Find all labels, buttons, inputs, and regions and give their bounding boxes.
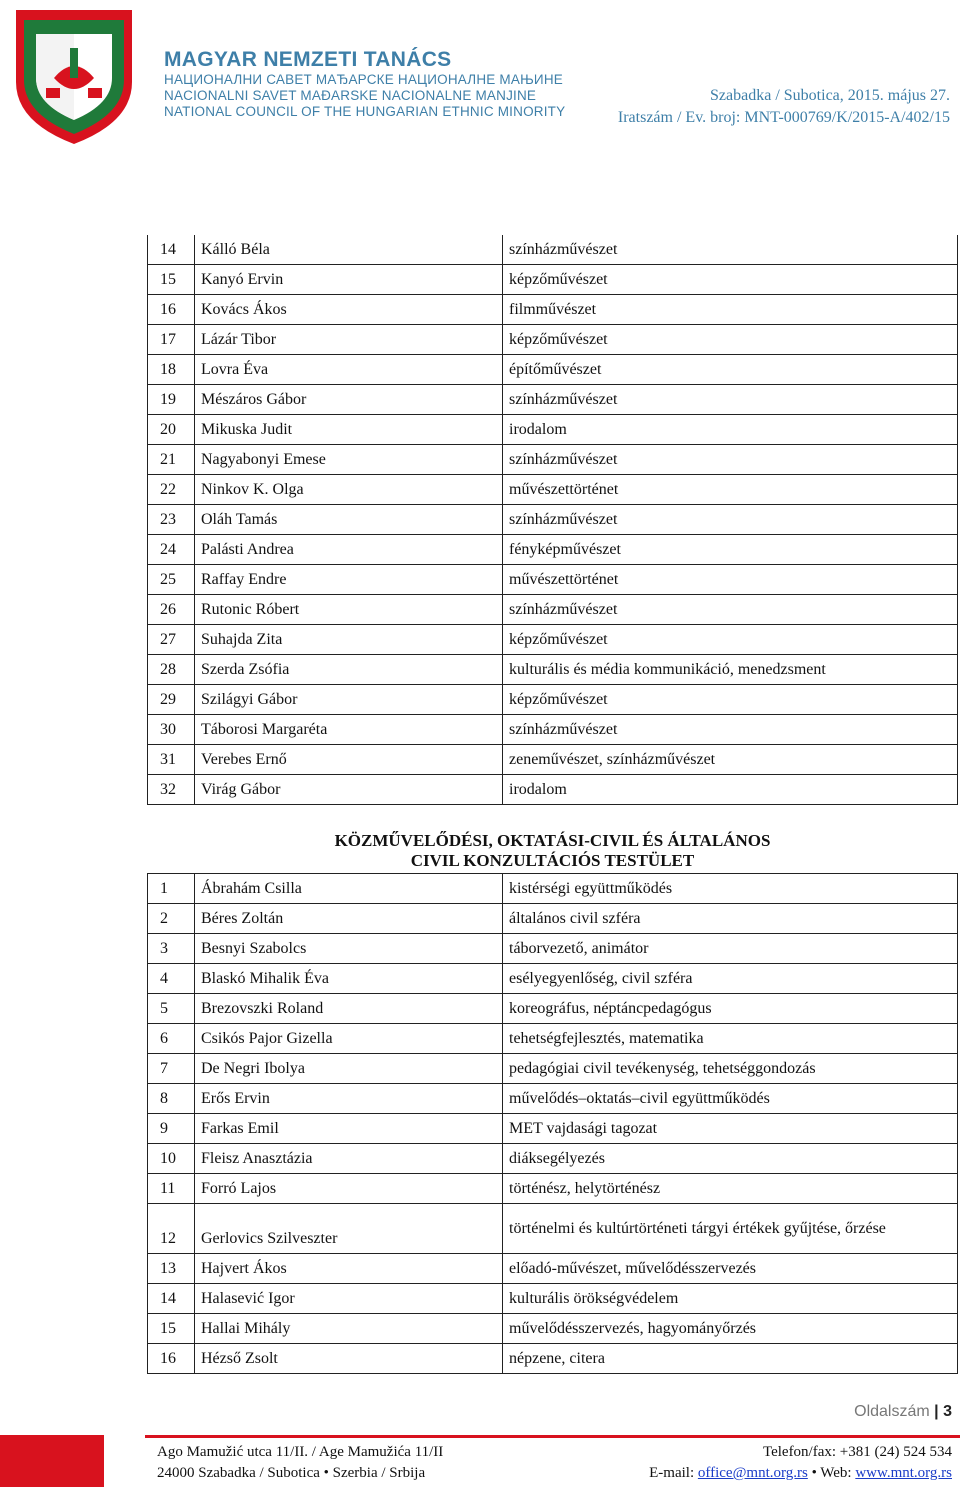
table-row — [148, 715, 958, 745]
member-field: irodalom — [503, 775, 958, 805]
email-label: E-mail: — [649, 1465, 698, 1481]
footer-address — [157, 1442, 443, 1484]
table-row — [148, 295, 958, 325]
member-name: Brezovszki Roland — [195, 994, 503, 1024]
member-name: Erős Ervin — [195, 1084, 503, 1114]
member-field: népzene, citera — [503, 1344, 958, 1374]
row-number: 20 — [148, 415, 195, 445]
member-name: Kanyó Ervin — [195, 265, 503, 295]
table-row — [148, 1084, 958, 1114]
member-field: történész, helytörténész — [503, 1174, 958, 1204]
member-name: Hézső Zsolt — [195, 1344, 503, 1374]
page-number — [854, 1403, 952, 1421]
member-field: zeneművészet, színházművészet — [503, 745, 958, 775]
table-row — [148, 934, 958, 964]
page-separator: | — [934, 1403, 939, 1420]
row-number: 14 — [148, 235, 195, 265]
table-row — [148, 445, 958, 475]
row-number: 3 — [148, 934, 195, 964]
row-number: 14 — [148, 1284, 195, 1314]
row-number: 24 — [148, 535, 195, 565]
table-row — [148, 385, 958, 415]
table-row — [148, 1284, 958, 1314]
member-field: építőművészet — [503, 355, 958, 385]
row-number: 21 — [148, 445, 195, 475]
member-name: Palásti Andrea — [195, 535, 503, 565]
member-field: képzőművészet — [503, 325, 958, 355]
member-name: Gerlovics Szilveszter — [195, 1204, 503, 1254]
member-field: MET vajdasági tagozat — [503, 1114, 958, 1144]
council-logo — [6, 4, 142, 148]
member-name: Verebes Ernő — [195, 745, 503, 775]
member-field: képzőművészet — [503, 685, 958, 715]
table-row — [148, 595, 958, 625]
members-table-bottom — [147, 873, 958, 1374]
row-number: 11 — [148, 1174, 195, 1204]
row-number: 6 — [148, 1024, 195, 1054]
org-name-serbian-latin: NACIONALNI SAVET MAĐARSKE NACIONALNE MANJINE — [164, 88, 537, 103]
member-name: Csikós Pajor Gizella — [195, 1024, 503, 1054]
member-name: Virág Gábor — [195, 775, 503, 805]
footer-red-block — [0, 1435, 104, 1487]
member-field: diáksegélyezés — [503, 1144, 958, 1174]
member-name: Blaskó Mihalik Éva — [195, 964, 503, 994]
member-field: művelődésszervezés, hagyományőrzés — [503, 1314, 958, 1344]
table-row — [148, 565, 958, 595]
row-number: 12 — [148, 1204, 195, 1254]
footer-red-line — [145, 1435, 960, 1438]
address-line2: 24000 Szabadka / Subotica • Szerbia / Srbija — [157, 1465, 426, 1481]
table-row — [148, 325, 958, 355]
member-name: Fleisz Anasztázia — [195, 1144, 503, 1174]
member-field: fényképművészet — [503, 535, 958, 565]
member-field: történelmi és kultúrtörténeti tárgyi értékek gyűjtése, őrzése — [503, 1204, 958, 1254]
table-row — [148, 355, 958, 385]
table-row — [148, 1344, 958, 1374]
member-name: Ábrahám Csilla — [195, 874, 503, 904]
member-field: színházművészet — [503, 235, 958, 265]
table-row — [148, 1114, 958, 1144]
member-field: színházművészet — [503, 715, 958, 745]
email-web-line — [649, 1463, 952, 1484]
member-name: Nagyabonyi Emese — [195, 445, 503, 475]
table-row — [148, 1144, 958, 1174]
web-link[interactable]: www.mnt.org.rs — [855, 1465, 952, 1481]
table-row — [148, 1254, 958, 1284]
row-number: 9 — [148, 1114, 195, 1144]
row-number: 31 — [148, 745, 195, 775]
org-name-serbian-cyrillic: НАЦИОНАЛНИ САВЕТ МАЂАРСКЕ НАЦИОНАЛНЕ МАЊИНЕ — [164, 72, 563, 87]
org-title: MAGYAR NEMZETI TANÁCS — [164, 48, 452, 71]
member-field: pedagógiai civil tevékenység, tehetséggondozás — [503, 1054, 958, 1084]
member-field: koreográfus, néptáncpedagógus — [503, 994, 958, 1024]
member-name: Farkas Emil — [195, 1114, 503, 1144]
place-date: Szabadka / Subotica, 2015. május 27. — [710, 87, 950, 104]
member-field: irodalom — [503, 415, 958, 445]
page-number-value: 3 — [943, 1403, 952, 1420]
table-row — [148, 1024, 958, 1054]
member-name: Hallai Mihály — [195, 1314, 503, 1344]
member-field: tehetségfejlesztés, matematika — [503, 1024, 958, 1054]
row-number: 28 — [148, 655, 195, 685]
table-row — [148, 655, 958, 685]
member-field: kistérségi együttműködés — [503, 874, 958, 904]
member-name: Mikuska Judit — [195, 415, 503, 445]
row-number: 22 — [148, 475, 195, 505]
member-name: Besnyi Szabolcs — [195, 934, 503, 964]
members-table-top — [147, 235, 958, 805]
member-field: képzőművészet — [503, 265, 958, 295]
address-line1: Ago Mamužić utca 11/II. / Age Mamužića 11/II — [157, 1444, 444, 1460]
section-title-line1: KÖZMŰVELŐDÉSI, OKTATÁSI-CIVIL ÉS ÁLTALÁNOS — [334, 831, 771, 850]
table-row — [148, 505, 958, 535]
row-number: 16 — [148, 295, 195, 325]
document-meta — [618, 85, 950, 129]
row-number: 32 — [148, 775, 195, 805]
table-row — [148, 265, 958, 295]
member-field: általános civil szféra — [503, 904, 958, 934]
table-row — [148, 1174, 958, 1204]
row-number: 7 — [148, 1054, 195, 1084]
member-name: Lovra Éva — [195, 355, 503, 385]
member-name: Ninkov K. Olga — [195, 475, 503, 505]
row-number: 27 — [148, 625, 195, 655]
member-name: Raffay Endre — [195, 565, 503, 595]
table-row — [148, 904, 958, 934]
member-field: színházművészet — [503, 595, 958, 625]
member-name: De Negri Ibolya — [195, 1054, 503, 1084]
member-name: Szerda Zsófia — [195, 655, 503, 685]
table-row — [148, 874, 958, 904]
web-label: • Web: — [807, 1465, 856, 1481]
member-field: színházművészet — [503, 445, 958, 475]
member-name: Suhajda Zita — [195, 625, 503, 655]
member-name: Mészáros Gábor — [195, 385, 503, 415]
row-number: 10 — [148, 1144, 195, 1174]
row-number: 29 — [148, 685, 195, 715]
table-row — [148, 625, 958, 655]
row-number: 5 — [148, 994, 195, 1024]
table-row — [148, 1204, 958, 1254]
table-row — [148, 775, 958, 805]
organization-name — [164, 48, 565, 120]
section-title-line2: CIVIL KONZULTÁCIÓS TESTÜLET — [410, 851, 695, 870]
member-field: művelődés–oktatás–civil együttműködés — [503, 1084, 958, 1114]
member-name: Kálló Béla — [195, 235, 503, 265]
row-number: 8 — [148, 1084, 195, 1114]
section-title — [147, 831, 958, 871]
member-field: színházművészet — [503, 505, 958, 535]
table-row — [148, 994, 958, 1024]
row-number: 30 — [148, 715, 195, 745]
member-name: Forró Lajos — [195, 1174, 503, 1204]
member-name: Rutonic Róbert — [195, 595, 503, 625]
member-field: képzőművészet — [503, 625, 958, 655]
member-name: Kovács Ákos — [195, 295, 503, 325]
row-number: 1 — [148, 874, 195, 904]
table-row — [148, 1314, 958, 1344]
table-row — [148, 415, 958, 445]
row-number: 15 — [148, 265, 195, 295]
footer-contact — [649, 1442, 952, 1484]
org-name-english: NATIONAL COUNCIL OF THE HUNGARIAN ETHNIC MINORITY — [164, 104, 566, 119]
member-field: művészettörténet — [503, 475, 958, 505]
table-row — [148, 964, 958, 994]
member-name: Halasević Igor — [195, 1284, 503, 1314]
table-row — [148, 235, 958, 265]
member-field: előadó-művészet, művelődésszervezés — [503, 1254, 958, 1284]
row-number: 19 — [148, 385, 195, 415]
table-row — [148, 535, 958, 565]
member-field: filmművészet — [503, 295, 958, 325]
row-number: 2 — [148, 904, 195, 934]
member-field: kulturális örökségvédelem — [503, 1284, 958, 1314]
member-name: Szilágyi Gábor — [195, 685, 503, 715]
member-field: táborvezető, animátor — [503, 934, 958, 964]
member-field: művészettörténet — [503, 565, 958, 595]
reference-number: Iratszám / Ev. broj: MNT-000769/K/2015-A/402/15 — [617, 109, 950, 126]
member-name: Béres Zoltán — [195, 904, 503, 934]
email-link[interactable]: office@mnt.org.rs — [697, 1465, 808, 1481]
table-row — [148, 1054, 958, 1084]
row-number: 16 — [148, 1344, 195, 1374]
member-field: színházművészet — [503, 385, 958, 415]
member-field: esélyegyenlőség, civil szféra — [503, 964, 958, 994]
row-number: 23 — [148, 505, 195, 535]
row-number: 17 — [148, 325, 195, 355]
row-number: 26 — [148, 595, 195, 625]
table-row — [148, 685, 958, 715]
row-number: 25 — [148, 565, 195, 595]
member-name: Oláh Tamás — [195, 505, 503, 535]
page-label: Oldalszám — [854, 1403, 930, 1420]
member-name: Táborosi Margaréta — [195, 715, 503, 745]
phone: Telefon/fax: +381 (24) 524 534 — [762, 1444, 952, 1460]
member-name: Hajvert Ákos — [195, 1254, 503, 1284]
table-row — [148, 475, 958, 505]
row-number: 13 — [148, 1254, 195, 1284]
member-field: kulturális és média kommunikáció, menedzsment — [503, 655, 958, 685]
row-number: 4 — [148, 964, 195, 994]
row-number: 18 — [148, 355, 195, 385]
table-row — [148, 745, 958, 775]
row-number: 15 — [148, 1314, 195, 1344]
member-name: Lázár Tibor — [195, 325, 503, 355]
